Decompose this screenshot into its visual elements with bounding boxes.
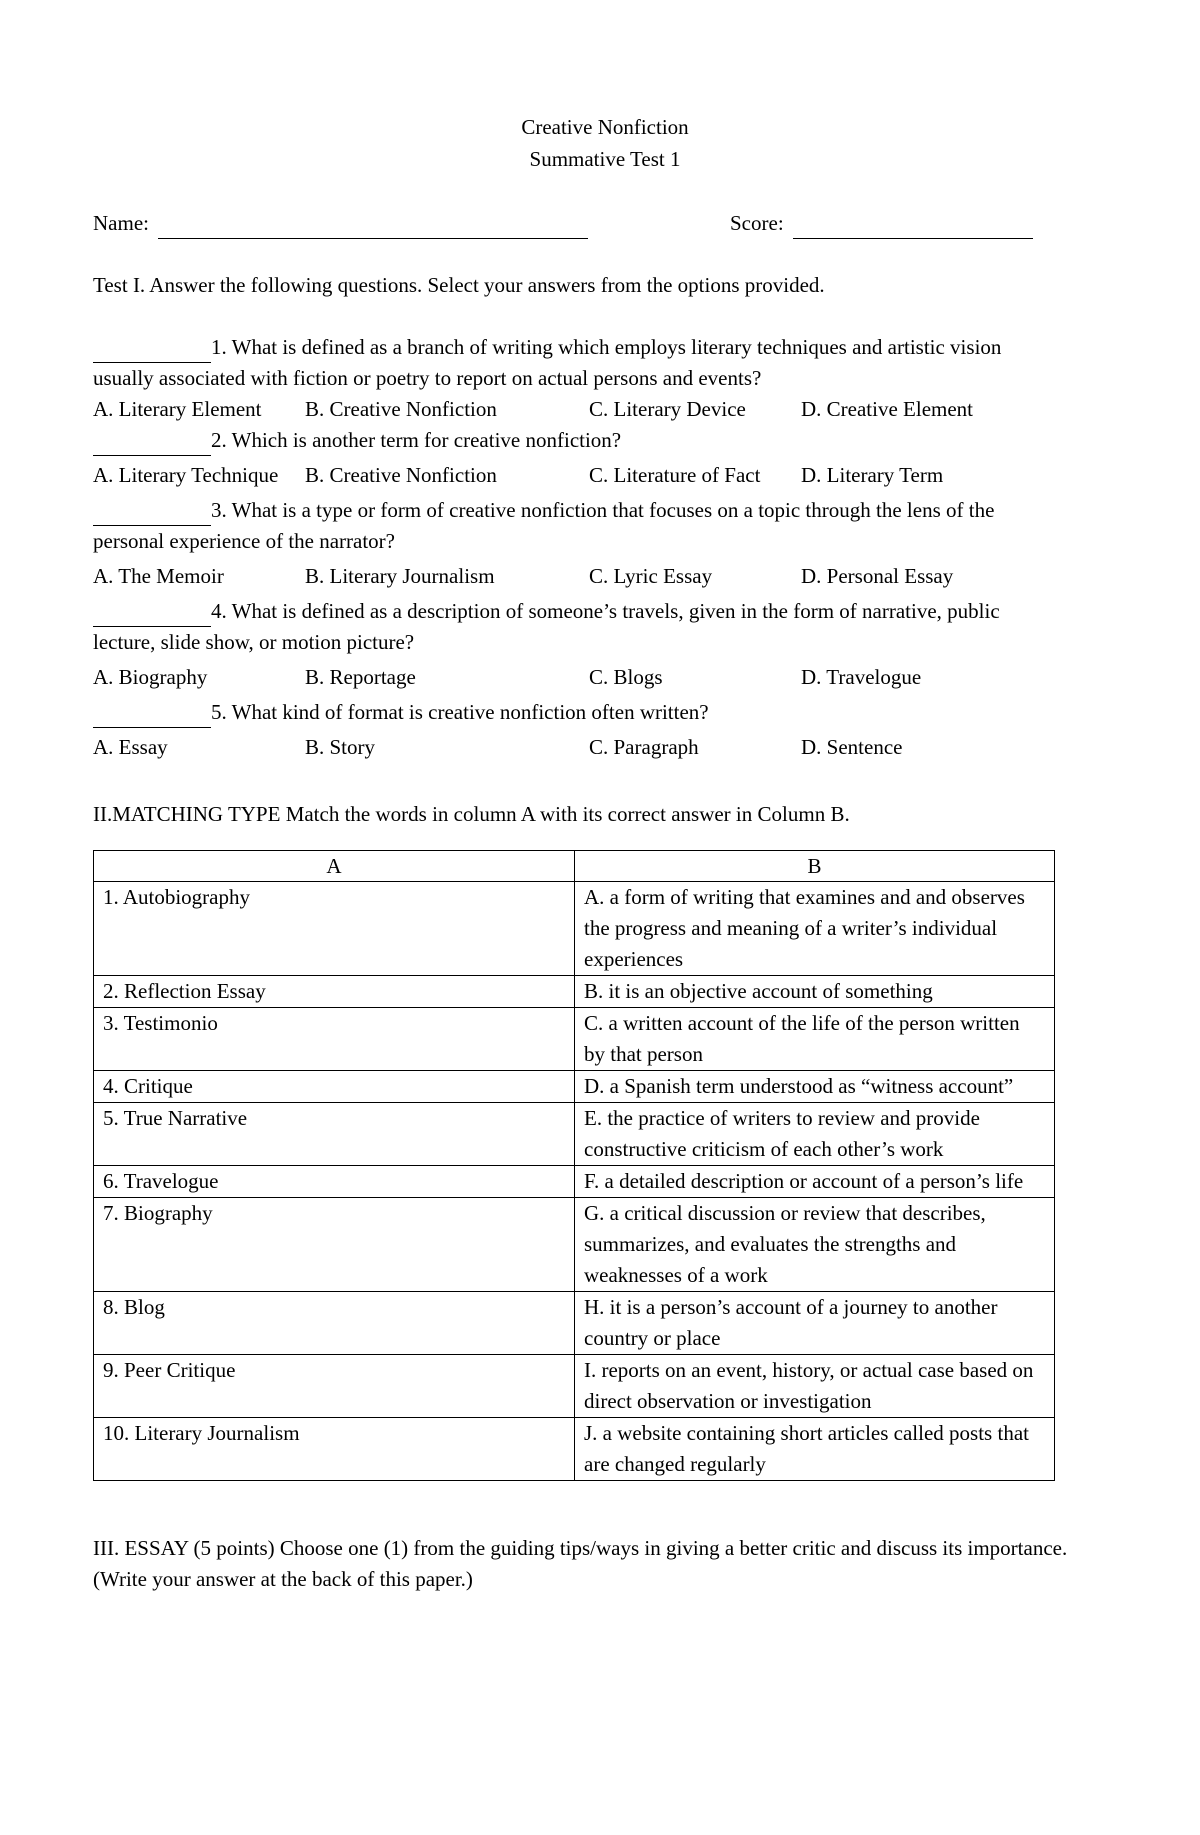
- option-b: B. Reportage: [305, 665, 416, 689]
- name-field[interactable]: [93, 208, 588, 239]
- table-row: [94, 1418, 1055, 1481]
- option-d: D. Literary Term: [801, 463, 944, 487]
- document-subtitle: Summative Test 1: [529, 147, 681, 171]
- score-label: Score:: [730, 211, 784, 235]
- column-a-header: A: [94, 851, 575, 882]
- column-b-item: H. it is a person’s account of a journey to another country or place: [575, 1292, 1055, 1355]
- column-b-item: A. a form of writing that examines and and observes the progress and meaning of a writer’s individual experiences: [575, 882, 1055, 976]
- question-2-options: [93, 456, 1093, 495]
- column-a-item: 6. Travelogue: [94, 1166, 575, 1198]
- option-a: A. Literary Element: [93, 397, 262, 421]
- column-b-item: E. the practice of writers to review and provide constructive criticism of each other’s work: [575, 1103, 1055, 1166]
- name-label: Name:: [93, 211, 149, 235]
- score-blank-line[interactable]: [793, 214, 1033, 239]
- option-b: B. Creative Nonfiction: [305, 463, 497, 487]
- question-text: 1. What is defined as a branch of writing which employs literary techniques and artistic vision usually associated with fiction or poetry to report on actual persons and events?: [93, 335, 1002, 390]
- table-row: [94, 1292, 1055, 1355]
- score-field[interactable]: [730, 208, 1033, 239]
- name-score-row: [93, 208, 1093, 240]
- question-text: 3. What is a type or form of creative nonfiction that focuses on a topic through the lens of the personal experience of the narrator?: [93, 498, 995, 553]
- test-1-questions: [93, 332, 1093, 767]
- document-title: Creative Nonfiction: [521, 115, 689, 139]
- option-d: D. Travelogue: [801, 665, 922, 689]
- question-5: [93, 697, 1063, 728]
- table-row: [94, 1071, 1055, 1103]
- column-a-item: 3. Testimonio: [94, 1008, 575, 1071]
- test-1-instructions: Test I. Answer the following questions. Select your answers from the options provided.: [93, 273, 825, 297]
- table-header-row: [94, 851, 1055, 882]
- question-text: 2. Which is another term for creative nonfiction?: [211, 428, 622, 452]
- column-a-item: 10. Literary Journalism: [94, 1418, 575, 1481]
- matching-table: [93, 850, 1055, 1481]
- question-4: [93, 596, 1063, 658]
- table-row: [94, 1166, 1055, 1198]
- option-c: C. Literature of Fact: [589, 463, 761, 487]
- column-a-item: 5. True Narrative: [94, 1103, 575, 1166]
- option-d: D. Personal Essay: [801, 564, 954, 588]
- name-blank-line[interactable]: [158, 214, 588, 239]
- option-a: A. Biography: [93, 665, 208, 689]
- option-a: A. Essay: [93, 735, 168, 759]
- answer-blank-4[interactable]: [93, 603, 211, 627]
- test-2-instructions: II.MATCHING TYPE Match the words in column A with its correct answer in Column B.: [93, 802, 850, 826]
- question-2: [93, 425, 1063, 456]
- test-3-instructions: III. ESSAY (5 points) Choose one (1) from the guiding tips/ways in giving a better critic and discuss its importance. (Write your answer at the back of this paper.): [93, 1536, 1068, 1591]
- option-b: B. Literary Journalism: [305, 564, 495, 588]
- question-text: 4. What is defined as a description of someone’s travels, given in the form of narrative, public lecture, slide show, or motion picture?: [93, 599, 1000, 654]
- column-a-item: 9. Peer Critique: [94, 1355, 575, 1418]
- answer-blank-2[interactable]: [93, 432, 211, 456]
- question-text: 5. What kind of format is creative nonfiction often written?: [211, 700, 709, 724]
- answer-blank-1[interactable]: [93, 339, 211, 363]
- answer-blank-5[interactable]: [93, 704, 211, 728]
- column-b-item: D. a Spanish term understood as “witness account”: [575, 1071, 1055, 1103]
- option-b: B. Creative Nonfiction: [305, 397, 497, 421]
- column-b-item: I. reports on an event, history, or actual case based on direct observation or investigation: [575, 1355, 1055, 1418]
- table-row: [94, 1103, 1055, 1166]
- question-5-options: [93, 728, 1093, 767]
- question-3: [93, 495, 1063, 557]
- column-a-item: 7. Biography: [94, 1198, 575, 1292]
- question-1-options: [93, 394, 1093, 425]
- option-c: C. Blogs: [589, 665, 663, 689]
- option-a: A. The Memoir: [93, 564, 224, 588]
- column-b-header: B: [575, 851, 1055, 882]
- column-b-item: J. a website containing short articles called posts that are changed regularly: [575, 1418, 1055, 1481]
- column-a-item: 4. Critique: [94, 1071, 575, 1103]
- option-c: C. Paragraph: [589, 735, 699, 759]
- question-4-options: [93, 658, 1093, 697]
- column-b-item: G. a critical discussion or review that describes, summarizes, and evaluates the strengths and weaknesses of a work: [575, 1198, 1055, 1292]
- table-row: [94, 1198, 1055, 1292]
- table-row: [94, 976, 1055, 1008]
- option-d: D. Creative Element: [801, 397, 974, 421]
- test-paper: [93, 112, 1093, 1595]
- option-a: A. Literary Technique: [93, 463, 279, 487]
- table-row: [94, 1355, 1055, 1418]
- question-3-options: [93, 557, 1093, 596]
- option-c: C. Lyric Essay: [589, 564, 713, 588]
- column-a-item: 1. Autobiography: [94, 882, 575, 976]
- column-a-item: 8. Blog: [94, 1292, 575, 1355]
- column-b-item: C. a written account of the life of the person written by that person: [575, 1008, 1055, 1071]
- document-header: [105, 112, 1105, 176]
- option-d: D. Sentence: [801, 735, 903, 759]
- table-row: [94, 1008, 1055, 1071]
- column-a-item: 2. Reflection Essay: [94, 976, 575, 1008]
- question-1: [93, 332, 1063, 394]
- option-b: B. Story: [305, 735, 376, 759]
- answer-blank-3[interactable]: [93, 502, 211, 526]
- table-row: [94, 882, 1055, 976]
- column-b-item: F. a detailed description or account of a person’s life: [575, 1166, 1055, 1198]
- column-b-item: B. it is an objective account of something: [575, 976, 1055, 1008]
- option-c: C. Literary Device: [589, 397, 746, 421]
